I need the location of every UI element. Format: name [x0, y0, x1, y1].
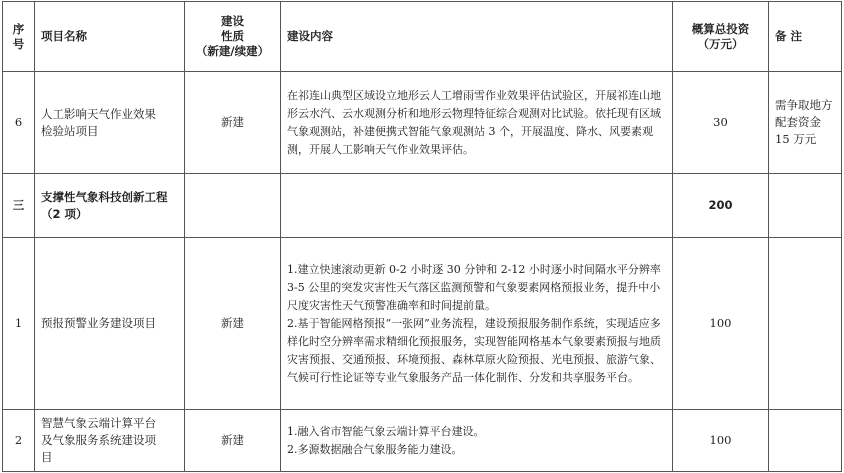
header-budget: 概算总投资 （万元）	[673, 2, 769, 72]
row-name: 智慧气象云端计算平台 及气象服务系统建设项 目	[35, 410, 185, 472]
row-nature: 新建	[185, 238, 281, 410]
table-row	[3, 72, 842, 174]
row-nature: 新建	[185, 72, 281, 174]
header-remark: 备 注	[769, 2, 842, 72]
table-row	[3, 410, 842, 472]
row-content: 1.融入省市智能气象云端计算平台建设。 2.多源数据融合气象服务能力建设。	[281, 410, 673, 472]
row-remark	[769, 410, 842, 472]
row-budget: 100	[673, 410, 769, 472]
table-row	[3, 238, 842, 410]
header-no: 序 号	[3, 2, 35, 72]
row-no: 2	[3, 410, 35, 472]
row-remark	[769, 174, 842, 238]
row-nature	[185, 174, 281, 238]
table-row-section	[3, 174, 842, 238]
row-no: 1	[3, 238, 35, 410]
project-table	[2, 1, 842, 472]
row-remark: 需争取地方配套资金 15 万元	[769, 72, 842, 174]
header-content: 建设内容	[281, 2, 673, 72]
table-header-row	[3, 2, 842, 72]
row-name: 预报预警业务建设项目	[35, 238, 185, 410]
row-no: 6	[3, 72, 35, 174]
row-no: 三	[3, 174, 35, 238]
row-budget: 100	[673, 238, 769, 410]
row-name: 人工影响天气作业效果 检验站项目	[35, 72, 185, 174]
row-content: 1.建立快速滚动更新 0-2 小时逐 30 分钟和 2-12 小时逐小时间隔水平分辨率 3-5 公里的突发灾害性天气落区监测预警和气象要素网格预报业务，提升中小尺度灾害性天气预警准确率和时间提前量。 2.基于智能网格预报“一张网”业务流程，建设预报服务制作系统，实现适应多样化时空分辨率需求精细化预报服务，实现智能网格基本气象要素预报与地质灾害预报、交通预报、环境预报、森林草原火险预报、光电预报、旅游气象、气候可行性论证等专业气象服务产品一体化制作、分发和共享服务平台。	[281, 238, 673, 410]
row-budget: 30	[673, 72, 769, 174]
row-name: 支撑性气象科技创新工程（2 项）	[35, 174, 185, 238]
row-content: 在祁连山典型区域设立地形云人工增雨雪作业效果评估试验区，开展祁连山地形云水汽、云水观测分析和地形云物理特征综合观测对比试验。依托现有区域气象观测站，补建便携式智能气象观测站 3 个，开展温度、降水、风要素观测，开展人工影响天气作业效果评估。	[281, 72, 673, 174]
row-nature: 新建	[185, 410, 281, 472]
row-content	[281, 174, 673, 238]
row-budget: 200	[673, 174, 769, 238]
row-remark	[769, 238, 842, 410]
header-nature: 建设 性质 （新建/续建）	[185, 2, 281, 72]
header-name: 项目名称	[35, 2, 185, 72]
